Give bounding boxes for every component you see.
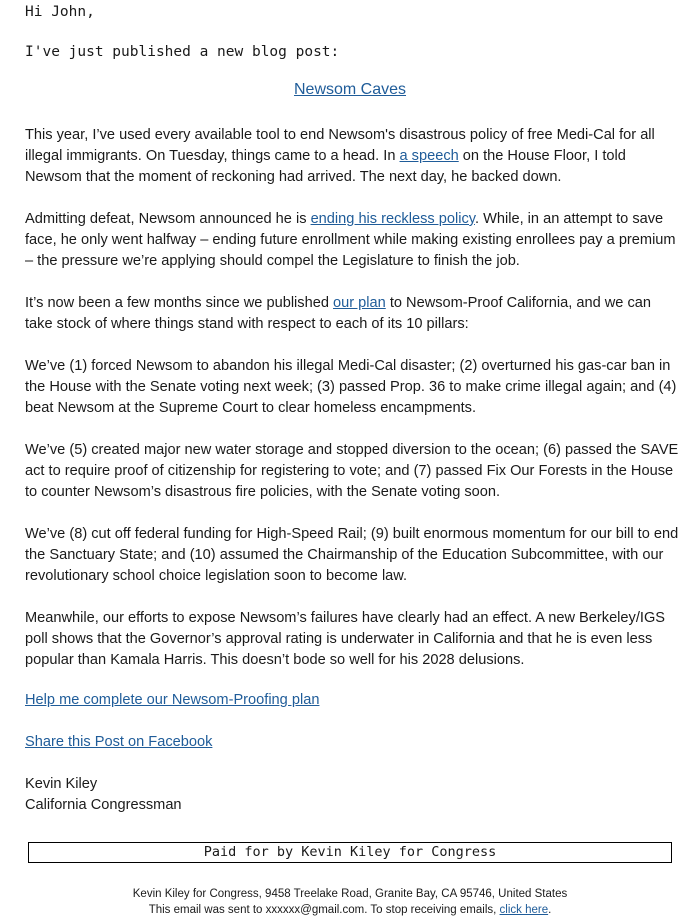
share-facebook-link[interactable]: Share this Post on Facebook [25,734,213,750]
footer-address: Kevin Kiley for Congress, 9458 Treelake Road, Granite Bay, CA 95746, United States [132,888,568,900]
paragraph-4: We’ve (1) forced Newsom to abandon his illegal Medi-Cal disaster; (2) overturned his gas-car ban in the House with the Senate voting next week; (3) passed Prop. 36 to make crime illegal again; and (4) beat Newsom at the Supreme Court to clear homeless encampments. [25,358,677,416]
greeting: Hi John, [25,4,95,20]
footer-notice [0,902,700,918]
p3-text-after: to Newsom-Proof California, and we can take stock of where things stand with respect to each of its 10 pillars: [25,295,652,332]
intro-line: I've just published a new blog post: [25,44,340,60]
speech-link[interactable]: a speech [399,148,459,164]
footer-notice-text: This email was sent to xxxxxx@gmail.com. To stop receiving emails, [148,904,500,916]
help-plan-link[interactable]: Help me complete our Newsom-Proofing plan [25,692,320,708]
footer [0,886,700,918]
footer-notice-end: . [548,904,552,916]
post-title-wrap [0,81,700,99]
p1-text-after: on the House Floor, I told Newsom that the moment of reckoning had arrived. The next day, he backed down. [25,148,626,185]
p1-text-before: This year, I’ve used every available tool to end Newsom's disastrous policy of free Medi-Cal for all illegal immigrants. On Tuesday, things came to a head. In [25,127,655,164]
paragraph-6: We’ve (8) cut off federal funding for High-Speed Rail; (9) built enormous momentum for our bill to end the Sanctuary State; and (10) assumed the Chairmanship of the Education Subcommittee, with our revolutionary school choice legislation soon to become law. [25,526,679,584]
post-title-link[interactable]: Newsom Caves [293,81,407,98]
our-plan-link[interactable]: our plan [333,295,386,311]
paragraph-5: We’ve (5) created major new water storage and stopped diversion to the ocean; (6) passed the SAVE act to require proof of citizenship for registering to vote; and (7) passed Fix Our Forests in the House to counter Newsom’s disastrous fire policies, with the Senate voting soon. [25,442,679,500]
p3-text-before: It’s now been a few months since we published [25,295,334,311]
paragraph-2 [25,209,680,272]
unsubscribe-link[interactable]: click here [499,904,549,916]
signature-title: California Congressman [25,797,182,813]
p2-text-after: . While, in an attempt to save face, he only went halfway – ending future enrollment while making existing enrollees pay a premium – the pressure we’re applying should compel the Legislature to finish the job. [25,211,676,269]
paragraph-7: Meanwhile, our efforts to expose Newsom’s failures have clearly had an effect. A new Berkeley/IGS poll shows that the Governor’s approval rating is underwater in California and that he is even less popular than Kamala Harris. This doesn’t bode so well for his 2028 delusions. [25,610,666,668]
p2-text-before: Admitting defeat, Newsom announced he is [25,211,311,227]
policy-link[interactable]: ending his reckless policy [310,211,475,227]
paragraph-3 [25,293,680,335]
paid-for-disclaimer: Paid for by Kevin Kiley for Congress [28,842,672,863]
signature-name: Kevin Kiley [25,776,98,792]
paragraph-1 [25,125,680,188]
